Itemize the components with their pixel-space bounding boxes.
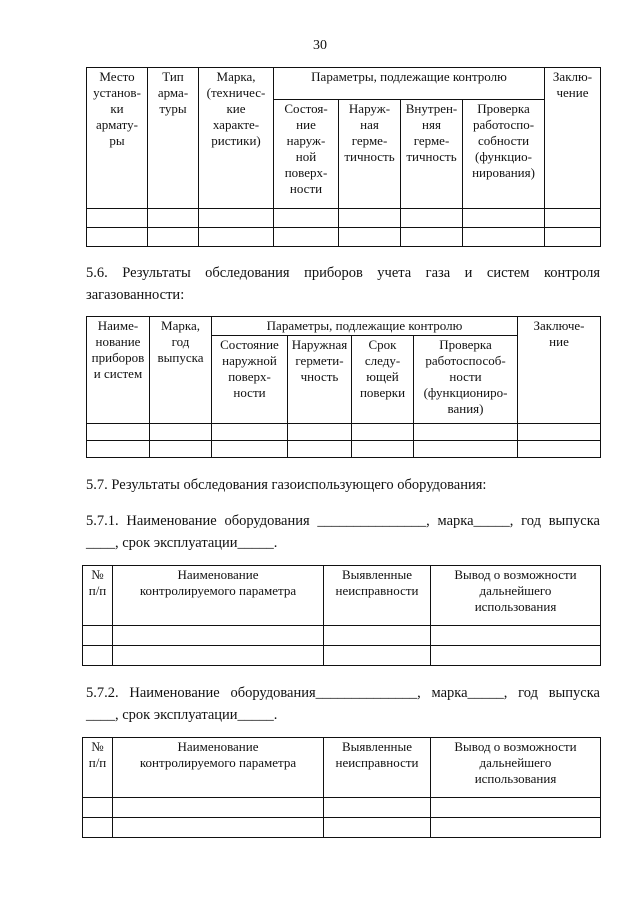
section-5-7-1-text: 5.7.1. Наименование оборудования _______________, марка_____, год выпуска ____, срок эксплуатации_____. bbox=[86, 513, 600, 551]
col-header-next-check: Срок следу- ющей поверки bbox=[352, 336, 414, 424]
equipment-table-1 bbox=[82, 565, 601, 666]
col-header-name: Наиме- нование приборов и систем bbox=[87, 317, 150, 424]
col-header-num: № п/п bbox=[83, 566, 113, 626]
col-header-mark: Марка, (техничес- кие характе- ристики) bbox=[199, 68, 274, 209]
col-header-function-check: Проверка работоспособ- ности (функциониро- вания) bbox=[414, 336, 518, 424]
table-row bbox=[87, 424, 601, 441]
table-row bbox=[87, 441, 601, 458]
col-header-type: Тип арма- туры bbox=[148, 68, 199, 209]
group-header-parameters: Параметры, подлежащие контролю bbox=[274, 68, 545, 100]
col-header-outer-surface: Состояние наружной поверх- ности bbox=[212, 336, 288, 424]
col-header-param: Наименование контролируемого параметра bbox=[113, 566, 324, 626]
col-header-conclusion: Заклю- чение bbox=[545, 68, 601, 209]
col-header-param: Наименование контролируемого параметра bbox=[113, 738, 324, 798]
table-row bbox=[83, 646, 601, 666]
col-header-mark-year: Марка, год выпуска bbox=[150, 317, 212, 424]
col-header-place: Место установ- ки армату- ры bbox=[87, 68, 148, 209]
fittings-table bbox=[86, 67, 601, 247]
table-row bbox=[87, 209, 601, 228]
meters-table bbox=[86, 316, 601, 458]
page-number: 30 bbox=[313, 38, 327, 53]
table-row bbox=[83, 798, 601, 818]
col-header-conclusion: Заключе- ние bbox=[518, 317, 601, 424]
col-header-inner-tightness: Внутрен- няя герме- тичность bbox=[401, 100, 463, 209]
table-row bbox=[87, 228, 601, 247]
col-header-num: № п/п bbox=[83, 738, 113, 798]
col-header-usage-conclusion: Вывод о возможности дальнейшего использования bbox=[431, 566, 601, 626]
col-header-outer-surface: Состоя- ние наруж- ной поверх- ности bbox=[274, 100, 339, 209]
col-header-faults: Выявленные неисправности bbox=[324, 738, 431, 798]
section-5-6-heading: 5.6. Результаты обследования приборов учета газа и систем контроля загазованности: bbox=[86, 265, 600, 303]
table-row bbox=[83, 626, 601, 646]
col-header-usage-conclusion: Вывод о возможности дальнейшего использования bbox=[431, 738, 601, 798]
group-header-parameters: Параметры, подлежащие контролю bbox=[212, 317, 518, 336]
section-5-7-2-text: 5.7.2. Наименование оборудования______________, марка_____, год выпуска ____, срок эксплуатации_____. bbox=[86, 685, 600, 723]
col-header-faults: Выявленные неисправности bbox=[324, 566, 431, 626]
col-header-function-check: Проверка работоспо- собности (функцио- нирования) bbox=[463, 100, 545, 209]
col-header-outer-tightness: Наруж- ная герме- тичность bbox=[339, 100, 401, 209]
col-header-outer-tightness: Наружная гермети- чность bbox=[288, 336, 352, 424]
table-row bbox=[83, 818, 601, 838]
section-5-7-heading: 5.7. Результаты обследования газоиспользующего оборудования: bbox=[86, 477, 487, 493]
equipment-table-2 bbox=[82, 737, 601, 838]
